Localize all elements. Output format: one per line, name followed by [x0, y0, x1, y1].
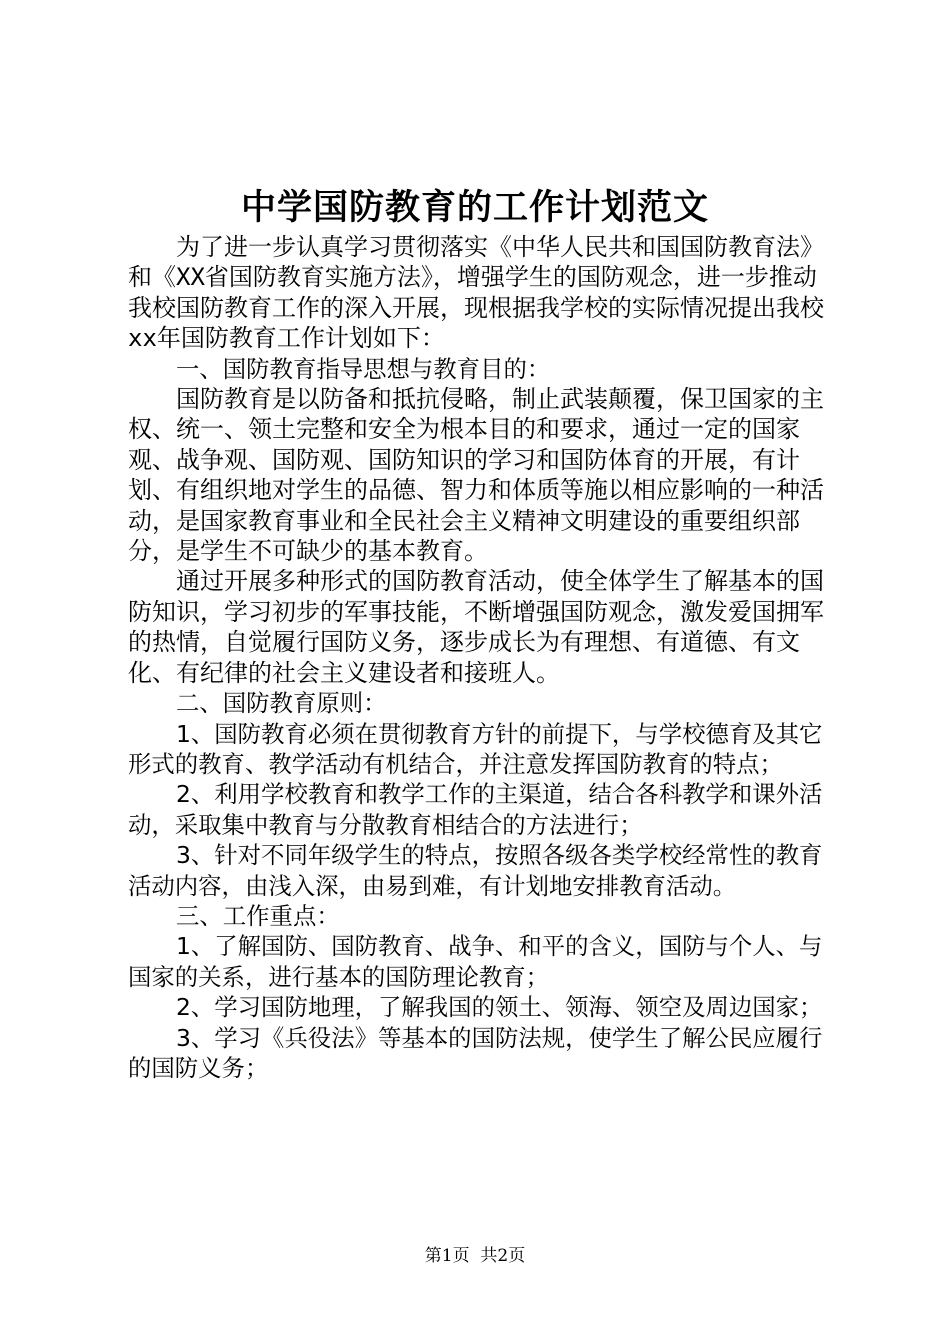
paragraph [128, 719, 828, 780]
paragraph [128, 779, 828, 840]
text-line: 的国防知识，学习初步的军事技能，不断增强国防观念，激发 [128, 567, 824, 626]
document-title: 中学国防教育的工作计划范文 [240, 187, 709, 228]
text-line: 法》和《XX省国防教育实施方法》，增强学生的国防观念，进 [128, 233, 824, 292]
text-line: 通过开展多种形式的国防教育活动，使全体学生了解基本 [176, 567, 776, 596]
text-line: 为了进一步认真学习贯彻落实《中华人民共和国国防教育 [176, 233, 776, 261]
text-line: 2、学习国防地理，了解我国的领土、领海、领空及周边国 [176, 993, 776, 1022]
text-line: 影响的一种活动，是国家教育事业和全民社会主义精神文明建 [128, 476, 824, 535]
text-line: 履行的国防义务； [128, 1023, 823, 1082]
text-line: 三、工作重点： [176, 901, 340, 930]
text-line: 国防教育是以防备和抵抗侵略，制止武装颠覆，保卫国家 [176, 385, 776, 414]
text-line: 其它形式的教育、教学活动有机结合，并注意发挥国防教育的 [128, 719, 823, 778]
text-line: 外活动，采取集中教育与分散教育相结合的方法进行； [128, 780, 823, 839]
text-line: 3、针对不同年级学生的特点，按照各级各类学校经常性的 [176, 841, 776, 870]
text-line: 一步推动我校国防教育工作的深入开展，现根据我学校的实际 [128, 263, 817, 322]
document-body [128, 232, 828, 1083]
text-line: 1、国防教育必须在贯彻教育方针的前提下，与学校德育及 [176, 719, 776, 748]
text-line: 展，有计划、有组织地对学生的品德、智力和体质等施以相应 [128, 445, 800, 505]
text-line: 一、国防教育指导思想与教育目的： [176, 354, 551, 383]
page-footer: 第1页 共2页 [424, 1246, 526, 1266]
paragraph [128, 901, 828, 931]
paragraph [128, 566, 828, 688]
text-line: 家； [775, 993, 823, 1022]
paragraph [128, 384, 828, 566]
paragraph [128, 354, 828, 384]
text-line: 的国家观、战争观、国防观、国防知识的学习和国防体育的开 [128, 415, 800, 474]
paragraph [128, 840, 828, 901]
text-line: 3、学习《兵役法》等基本的国防法规，使学生了解公民应 [176, 1023, 776, 1052]
text-line: 特点； [712, 749, 783, 778]
text-line: 道德、有文化、有纪律的社会主义建设者和接班人。 [128, 628, 800, 687]
paragraph [128, 1023, 828, 1084]
paragraph [128, 992, 828, 1022]
text-line: 教育活动内容，由浅入深，由易到难，有计划地安排教育活动。 [128, 841, 823, 900]
text-line: 情况提出我校xx年国防教育工作计划如下： [128, 293, 824, 353]
paragraph [128, 688, 828, 718]
text-line: 与国家的关系，进行基本的国防理论教育； [128, 932, 823, 991]
paragraph [128, 232, 828, 354]
text-line: 的主权、统一、领土完整和安全为根本目的和要求，通过一定 [128, 385, 824, 444]
text-line: 2、利用学校教育和教学工作的主渠道，结合各科教学和课 [176, 780, 776, 809]
text-line: 爱国拥军的热情，自觉履行国防义务，逐步成长为有理想、有 [128, 597, 824, 657]
paragraph [128, 931, 828, 992]
text-line: 二、国防教育原则： [176, 689, 387, 718]
text-line: 设的重要组织部分，是学生不可缺少的基本教育。 [128, 506, 800, 566]
text-line: 1、了解国防、国防教育、战争、和平的含义，国防与个人、 [176, 932, 800, 961]
